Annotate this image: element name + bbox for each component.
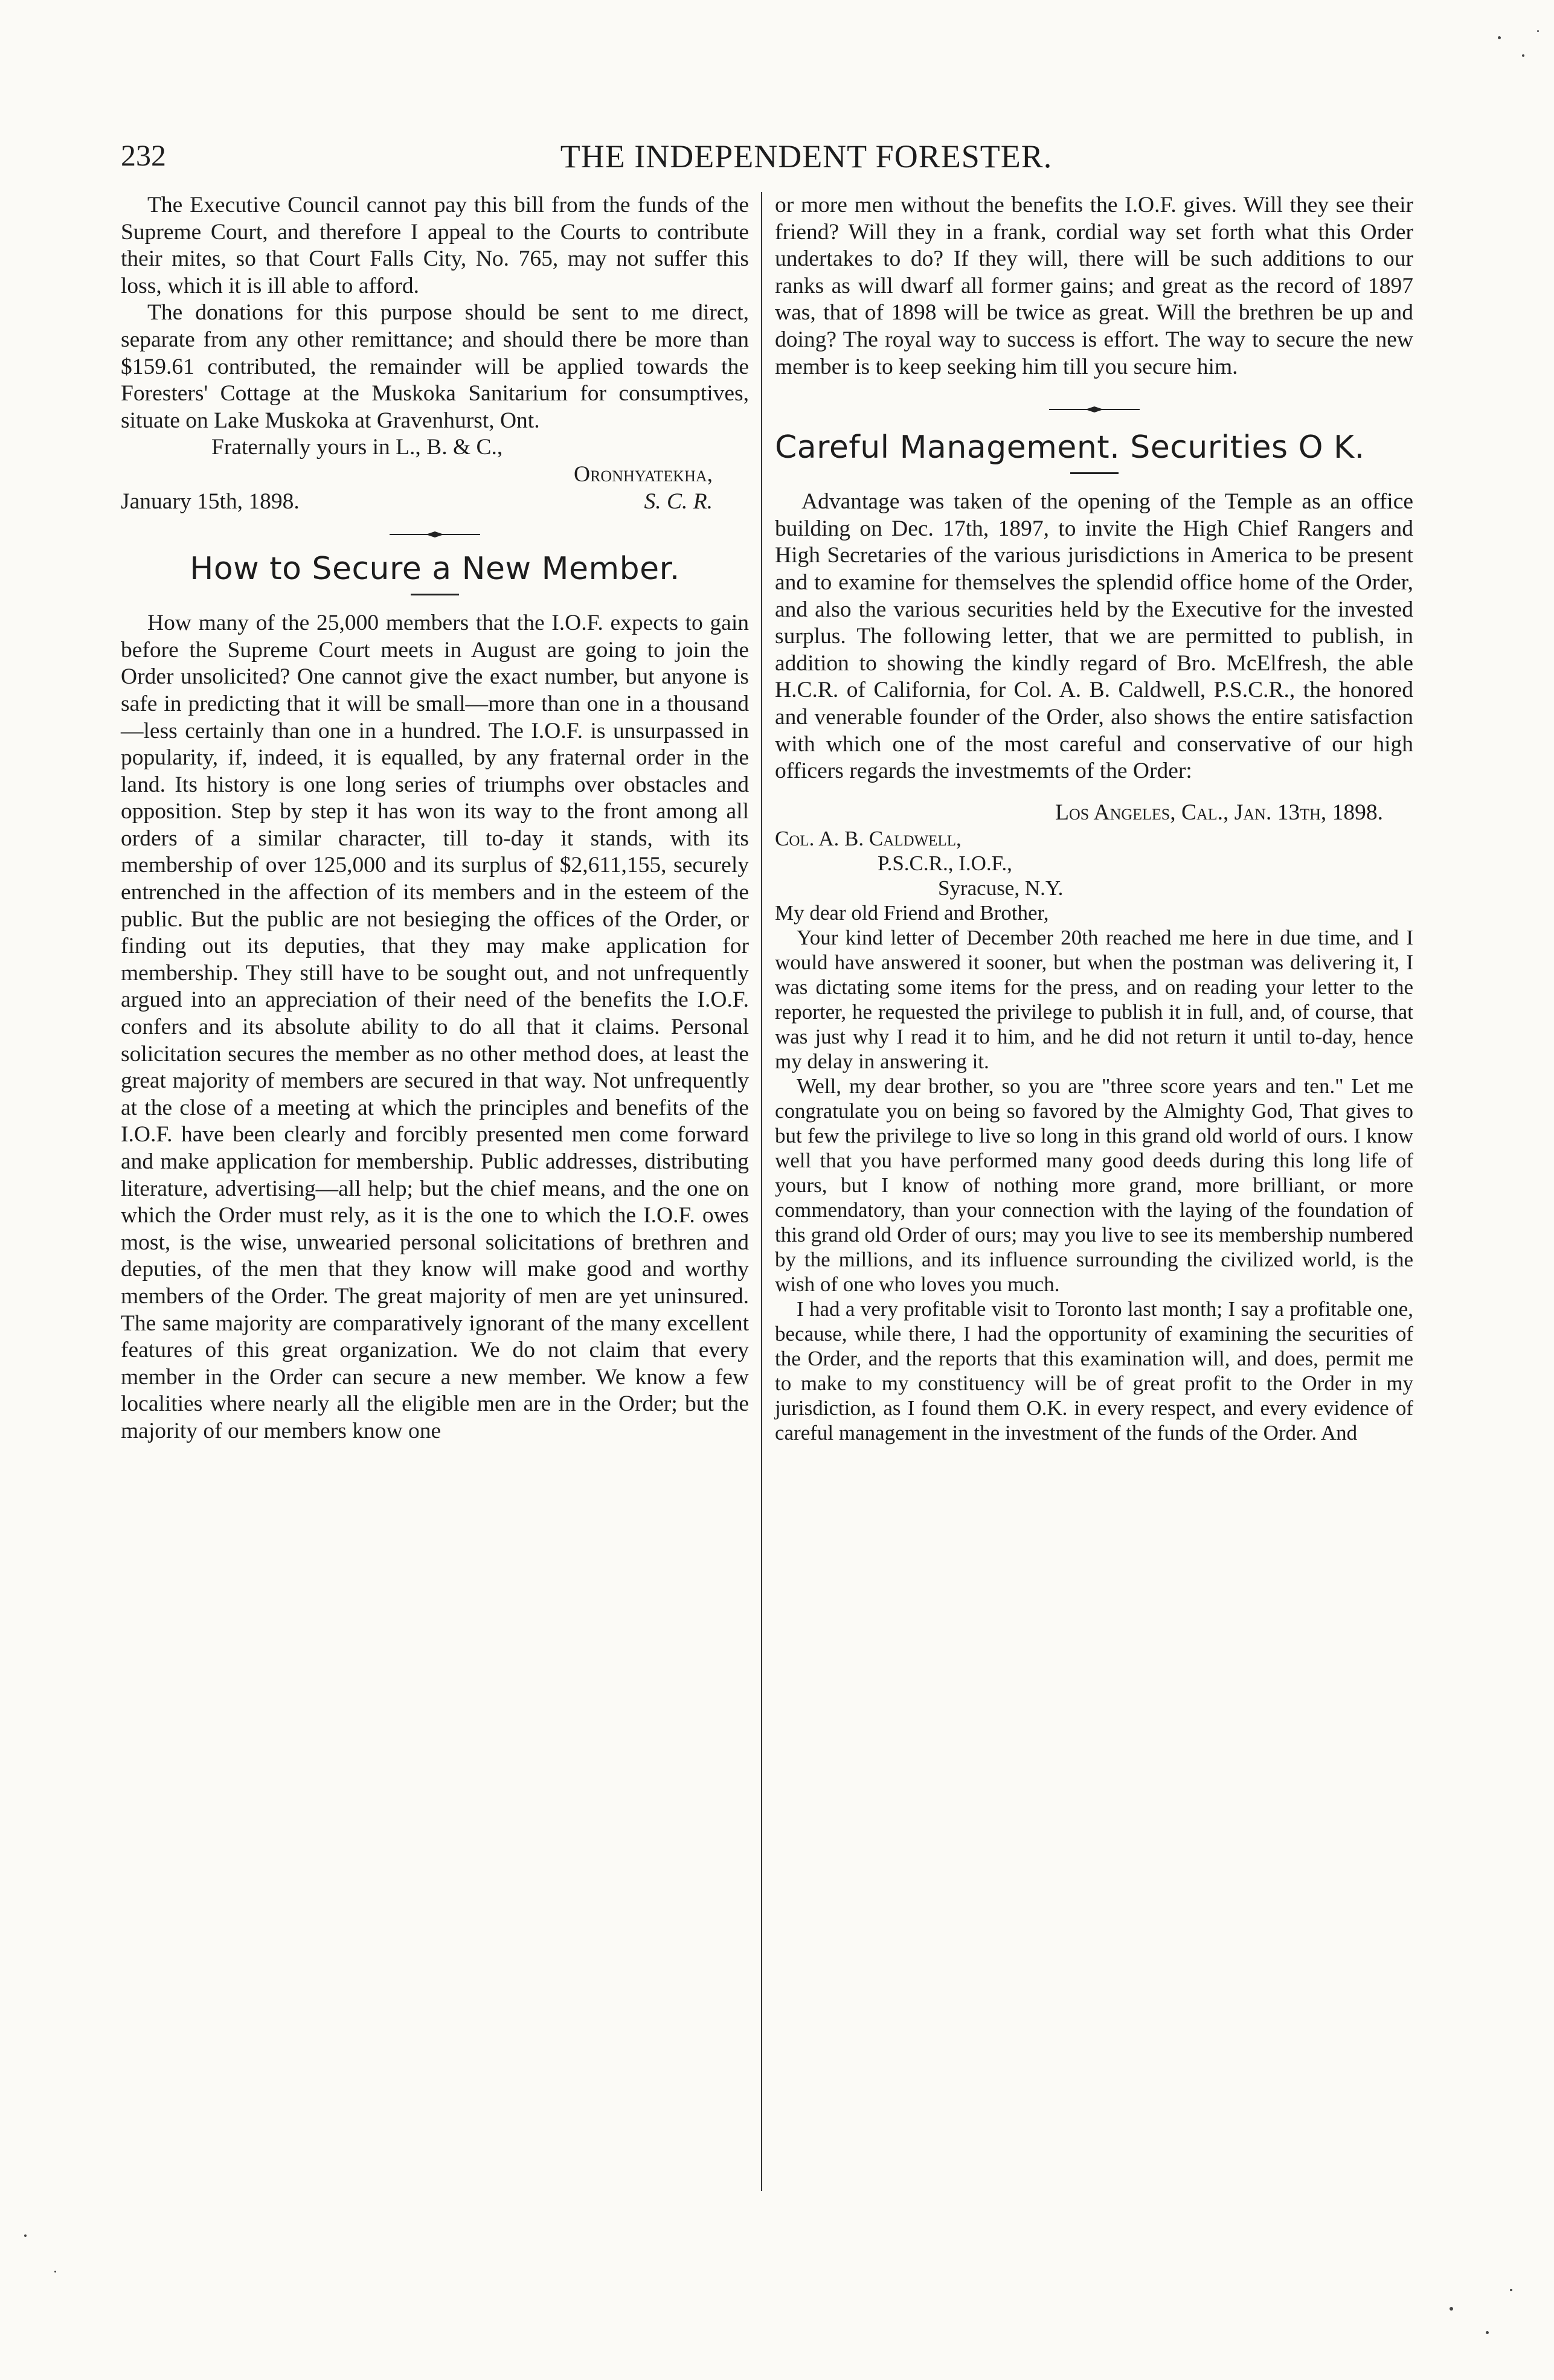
- salutation: My dear old Friend and Brother,: [775, 901, 1049, 925]
- scan-speck: [24, 2234, 27, 2237]
- addressee-line: Col. A. B. Caldwell,: [775, 827, 962, 851]
- scan-speck: [1522, 54, 1524, 57]
- letter-place: Los Angeles, Cal., Jan. 13th, 1898.: [1055, 800, 1383, 825]
- title-rule: [1070, 472, 1119, 474]
- letter: [775, 826, 1413, 1445]
- date-line: [121, 489, 749, 516]
- letter-date: January 15th, 1898.: [121, 489, 300, 514]
- closing-line: Fraternally yours in L., B. & C.,: [211, 435, 503, 460]
- signer-name: Oronhyatekha,: [573, 461, 713, 487]
- page-header: [121, 138, 1419, 180]
- section-divider-ornament: [390, 530, 480, 539]
- scan-speck: [54, 2271, 56, 2273]
- addressee-line: Syracuse, N.Y.: [938, 876, 1064, 900]
- running-title: THE INDEPENDENT FORESTER.: [560, 138, 1053, 175]
- scan-speck: [1486, 2331, 1489, 2334]
- letter-paragraph: Your kind letter of December 20th reached me here in due time, and I would have answered it sooner, but when the postman was delivering it, I was dictating some items for the press, and on reading your letter to the reporter, he requested the privilege to publish it in full, and, of course, that was just why I read it to him, and he did not return it until to-day, hence my delay in answering it.: [775, 926, 1413, 1074]
- signer-title: S. C. R.: [644, 489, 713, 514]
- scan-speck: [1537, 30, 1539, 32]
- paragraph: The Executive Council cannot pay this bill from the funds of the Supreme Court, and therefore I appeal to the Courts to contribute their mites, so that Court Falls City, No. 765, may not suffer this loss, which it is ill able to afford.: [121, 193, 749, 298]
- right-column: [775, 192, 1413, 2192]
- section-divider-ornament: [1049, 405, 1140, 414]
- column-rule: [761, 192, 762, 2191]
- scan-speck: [1498, 36, 1501, 39]
- article-body: How many of the 25,000 members that the I.O.F. expects to gain before the Supreme Court meets in August are going to join the Order unsolicited? One cannot give the exact number, but anyone is safe in predicting that it will be small—more than one in a thousand—less certainly than one in a hundred. The I.O.F. is unsurpassed in popularity, if, indeed, it is equalled, by any fraternal order in the land. Its history is one long series of triumphs over obstacles and opposition. Step by step it has won its way to the front among all orders of a similar character, till to-day it stands, with its membership of over 125,000 and its surplus of $2,611,155, securely entrenched in the affection of its members and in the esteem of the public. But the public are not besieging the offices of the Order, or finding out its deputies, that they may make application for membership. They still have to be sought out, and not unfrequently argued into an appreciation of their need of the benefits the I.O.F. confers and its absolute ability to do all that it claims. Personal solicitation secures the member as no other method does, at least the great majority of members are secured in that way. Not unfrequently at the close of a meeting at which the principles and benefits of the I.O.F. have been clearly and forcibly presented men come forward and make application for membership. Public addresses, distributing literature, advertising—all help; but the chief means, and the one on which the Order must rely, as it is the one to which the I.O.F. owes most, is the wise, unwearied personal solicitations of brethren and deputies, of the men that they know will make good and worthy members of the Order. The great majority of men are yet uninsured. The same majority are comparatively ignorant of the many excellent features of this great organization. We do not claim that every member in the Order can secure a new member. We know a few localities where nearly all the eligible men are in the Order; but the majority of our members know one: [121, 611, 749, 1443]
- scan-speck: [1450, 2307, 1453, 2311]
- article-body: Advantage was taken of the opening of the Temple as an office building on Dec. 17th, 1897, to invite the High Chief Rangers and High Secretaries of the various jurisdictions in America to be present and to examine for themselves the splendid office home of the Order, and also the various securities held by the Executive for the invested surplus. The following letter, that we are permitted to publish, in addition to showing the kindly regard of Bro. McElfresh, the able H.C.R. of California, for Col. A. B. Caldwell, P.S.C.R., the honored and venerable founder of the Order, also shows the entire satisfaction with which one of the most careful and conservative of our high officers regards the investmemts of the Order:: [775, 489, 1413, 784]
- article-title: How to Secure a New Member.: [190, 551, 680, 588]
- left-column: [121, 192, 749, 2192]
- letter-paragraph: I had a very profitable visit to Toronto last month; I say a profitable one, because, while there, I had the opportunity of examining the securities of the Order, and the reports that this examination will, and does, permit me to make to my constituency will be of great profit to the Order in my jurisdiction, as I found them O.K. in every respect, and every evidence of careful management in the investment of the funds of the Order. And: [775, 1297, 1413, 1445]
- page-number: 232: [121, 138, 166, 172]
- article-title: Careful Management. Securities O K.: [775, 429, 1365, 466]
- paragraph: The donations for this purpose should be sent to me direct, separate from any other remittance; and should there be more than $159.61 contributed, the remainder will be applied towards the Foresters' Cottage at the Muskoka Sanitarium for consumptives, situate on Lake Muskoka at Gravenhurst, Ont.: [121, 300, 749, 433]
- paragraph: or more men without the benefits the I.O.F. gives. Will they see their friend? Will they in a frank, cordial way set forth what this Order undertakes to do? If they will, there will be such additions to our ranks as will dwarf all former gains; and great as the record of 1897 was, that of 1898 will be twice as great. Will the brethren be up and doing? The royal way to success is effort. The way to secure the new member is to keep seeking him till you secure him.: [775, 193, 1413, 379]
- addressee-line: P.S.C.R., I.O.F.,: [878, 852, 1012, 876]
- letter-paragraph: Well, my dear brother, so you are "three score years and ten." Let me congratulate you on being so favored by the Almighty God, That gives to but few the privilege to live so long in this grand old world of ours. I know well that you have performed many good deeds during this long life of yours, but I know of nothing more grand, more brilliant, or more commendatory, than your connection with the laying of the foundation of this grand old Order of ours; may you live to see its membership numbered by the millions, and its influence surrounding the civilized world, is the wish of one who loves you much.: [775, 1074, 1413, 1297]
- scan-speck: [1510, 2289, 1512, 2291]
- title-rule: [411, 594, 459, 595]
